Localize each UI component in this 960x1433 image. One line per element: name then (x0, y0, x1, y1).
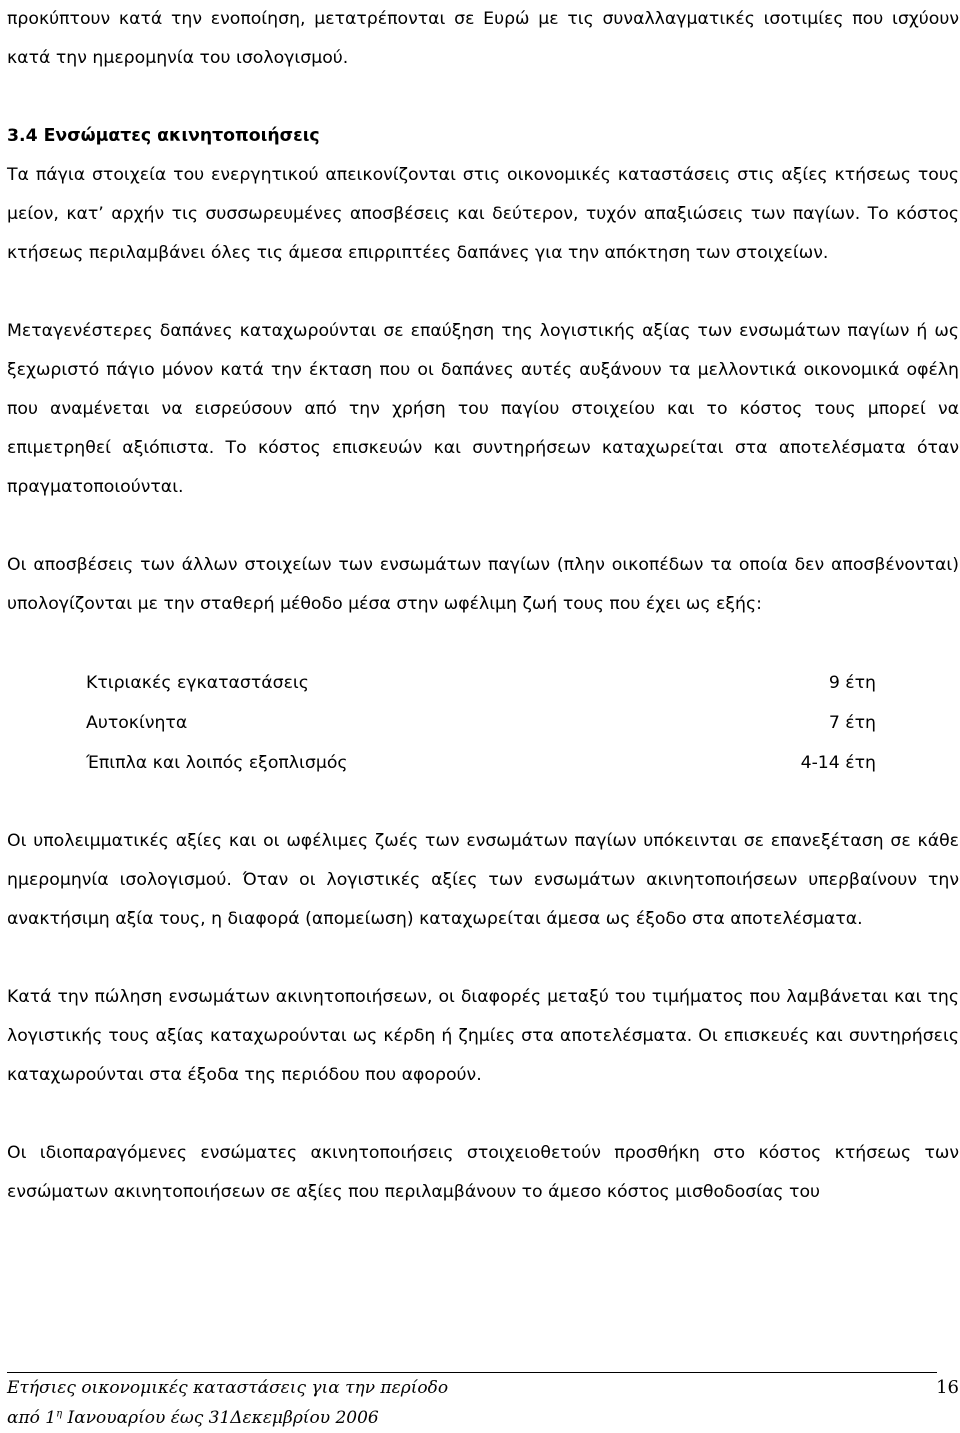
spacer (7, 939, 959, 978)
spacer (7, 78, 959, 117)
paragraph-subsequent-costs: Μεταγενέστερες δαπάνες καταχωρούνται σε επαύξηση της λογιστικής αξίας των ενσωμάτων παγίων ή ως ξεχωριστό πάγιο μόνον κατά την έκταση που οι δαπάνες αυτές αυξάνουν τα μελλοντικά οικονομικά οφέλη που αναμένεται να εισρεύσουν από την χρήση του παγίου στοιχείου και το κόστος τους μπορεί να επιμετρηθεί αξιόπιστα. Το κόστος επισκευών και συντηρήσεων καταχωρείται στα αποτελέσματα όταν πραγματοποιούνται. (7, 321, 959, 497)
footer-period-prefix: από 1 (7, 1408, 57, 1428)
paragraph-residual-values: Οι υπολειμματικές αξίες και οι ωφέλιμες ζωές των ενσωμάτων παγίων υπόκεινται σε επανεξέταση σε κάθε ημερομηνία ισολογισμού. Όταν οι λογιστικές αξίες των ενσωμάτων ακινητοποιήσεων υπερβαίνουν την ανακτήσιμη αξία τους, η διαφορά (απομείωση) καταχωρείται άμεσα ως έξοδο στα αποτελέσματα. (7, 831, 959, 929)
footer-line-2 (7, 1403, 959, 1433)
paragraph-depreciation: Οι αποσβέσεις των άλλων στοιχείων των ενσωμάτων παγίων (πλην οικοπέδων τα οποία δεν αποσβένονται) υπολογίζονται με την σταθερή μέθοδο μέσα στην ωφέλιμη ζωή τους που έχει ως εξής: (7, 555, 959, 614)
asset-name: Αυτοκίνητα (86, 713, 188, 733)
page-number: 16 (936, 1377, 959, 1398)
list-item (86, 743, 876, 783)
asset-name: Έπιπλα και λοιπός εξοπλισμός (86, 753, 348, 773)
paragraph-disposal: Κατά την πώληση ενσωμάτων ακινητοποιήσεων, οι διαφορές μεταξύ του τιμήματος που λαμβάνεται και της λογιστικής τους αξίας καταχωρούνται ως κέρδη ή ζημίες στα αποτελέσματα. Οι επισκευές και συντηρήσεις καταχωρούνται στα έξοδα της περιόδου που αφορούν. (7, 987, 959, 1085)
useful-life-years: 4-14 έτη (800, 753, 876, 773)
intro-paragraph: προκύπτουν κατά την ενοποίηση, μετατρέπονται σε Ευρώ με τις συναλλαγματικές ισοτιμίες που ισχύουν κατά την ημερομηνία του ισολογισμού. (7, 9, 959, 68)
list-item (86, 663, 876, 703)
footer-period-suffix: Ιανουαρίου έως 31Δεκεμβρίου 2006 (62, 1408, 379, 1428)
footer-line-1 (7, 1373, 959, 1403)
useful-life-list (7, 663, 876, 783)
asset-name: Κτιριακές εγκαταστάσεις (86, 673, 309, 693)
useful-life-years: 9 έτη (828, 673, 876, 693)
page-footer (7, 1372, 959, 1433)
document-body (7, 0, 959, 1212)
section-heading: 3.4 Ενσώματες ακινητοποιήσεις (7, 126, 320, 146)
spacer (7, 1095, 959, 1134)
paragraph-self-constructed: Οι ιδιοπαραγόμενες ενσώματες ακινητοποιήσεις στοιχειοθετούν προσθήκη στο κόστος κτήσεως των ενσώματων ακινητοποιήσεων σε αξίες που περιλαμβάνουν το άμεσο κόστος μισθοδοσίας του (7, 1143, 959, 1202)
spacer (7, 507, 959, 546)
spacer (7, 273, 959, 312)
footer-title: Ετήσιες οικονομικές καταστάσεις για την περίοδο (7, 1378, 449, 1398)
list-item (86, 703, 876, 743)
spacer (7, 624, 959, 663)
spacer (7, 783, 959, 822)
footer-period-sup: η (56, 1408, 63, 1420)
paragraph-acquisition-cost: Τα πάγια στοιχεία του ενεργητικού απεικονίζονται στις οικονομικές καταστάσεις στις αξίες κτήσεως τους μείον, κατ’ αρχήν τις συσσωρευμένες αποσβέσεις και δεύτερον, τυχόν απαξιώσεις των παγίων. Το κόστος κτήσεως περιλαμβάνει όλες τις άμεσα επιρριπτέες δαπάνες για την απόκτηση των στοιχείων. (7, 165, 959, 263)
useful-life-years: 7 έτη (828, 713, 876, 733)
